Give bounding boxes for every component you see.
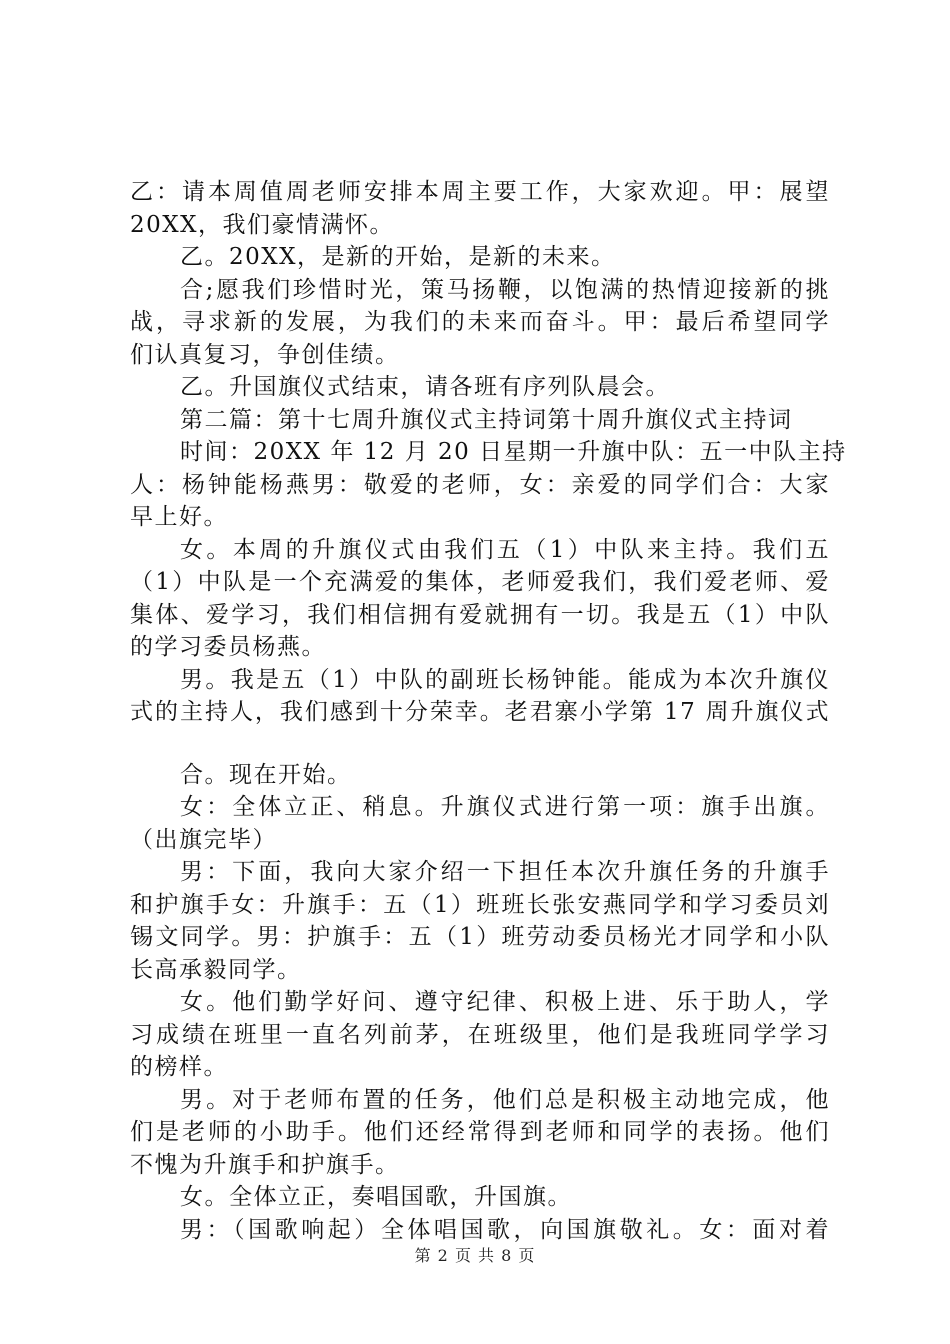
paragraph-gap <box>130 729 830 759</box>
text-line: 20XX，我们豪情满怀。 <box>130 211 395 238</box>
page-number-footer: 第 2 页 共 8 页 <box>414 1246 536 1265</box>
text-line: 乙：请本周值周老师安排本周主要工作，大家欢迎。甲：展望 <box>130 179 830 205</box>
text-line: 和护旗手女：升旗手：五（1）班班长张安燕同学和学习委员刘 <box>130 891 830 918</box>
text-line: 早上好。 <box>130 504 228 530</box>
text-line: 男：（国歌响起）全体唱国歌，向国旗敬礼。女：面对着 <box>180 1216 830 1243</box>
text-line: 乙。升国旗仪式结束，请各班有序列队晨会。 <box>180 374 670 400</box>
text-line: 不愧为升旗手和护旗手。 <box>130 1151 400 1178</box>
text-line: 锡文同学。男：护旗手：五（1）班劳动委员杨光才同学和小队 <box>130 924 830 950</box>
text-line: 女。本周的升旗仪式由我们五（1）中队来主持。我们五 <box>180 536 830 563</box>
section-heading: 第二篇：第十七周升旗仪式主持词第十周升旗仪式主持词 <box>180 406 793 433</box>
text-line: 女：全体立正、稍息。升旗仪式进行第一项：旗手出旗。 <box>180 794 830 820</box>
text-line: 长高承毅同学。 <box>130 956 302 983</box>
text-line: 女。全体立正，奏唱国歌，升国旗。 <box>180 1184 572 1210</box>
text-line: 时间：20XX 年 12 月 20 日星期一升旗中队：五一中队主持 <box>180 439 847 465</box>
text-line: 女。他们勤学好问、遵守纪律、积极上进、乐于助人，学 <box>180 989 830 1015</box>
text-line: 式的主持人，我们感到十分荣幸。老君寨小学第 17 周升旗仪式 <box>130 699 830 725</box>
text-line: 合;愿我们珍惜时光，策马扬鞭，以饱满的热情迎接新的挑 <box>180 276 830 303</box>
text-line: 集体、爱学习，我们相信拥有爱就拥有一切。我是五（1）中队 <box>130 601 830 628</box>
text-line: （1）中队是一个充满爱的集体，老师爱我们，我们爱老师、爱 <box>130 569 830 595</box>
text-line: 男：下面，我向大家介绍一下担任本次升旗任务的升旗手 <box>180 859 830 885</box>
text-line: 们是老师的小助手。他们还经常得到老师和同学的表扬。他们 <box>130 1119 830 1145</box>
text-line: 乙。20XX，是新的开始，是新的未来。 <box>180 244 616 270</box>
text-line: 们认真复习，争创佳绩。 <box>130 341 400 368</box>
document-body <box>130 176 847 1246</box>
text-line: 合。现在开始。 <box>180 761 352 788</box>
text-line: （出旗完毕） <box>130 826 277 853</box>
text-line: 的榜样。 <box>130 1054 228 1080</box>
text-line: 男。我是五（1）中队的副班长杨钟能。能成为本次升旗仪 <box>180 666 830 693</box>
text-line: 男。对于老师布置的任务，他们总是积极主动地完成，他 <box>180 1086 830 1113</box>
text-line: 的学习委员杨燕。 <box>130 634 326 660</box>
text-line: 人：杨钟能杨燕男：敬爱的老师，女：亲爱的同学们合：大家 <box>130 471 830 498</box>
text-line: 习成绩在班里一直名列前茅，在班级里，他们是我班同学学习 <box>130 1021 830 1048</box>
text-line: 战，寻求新的发展，为我们的未来而奋斗。甲：最后希望同学 <box>130 309 830 335</box>
